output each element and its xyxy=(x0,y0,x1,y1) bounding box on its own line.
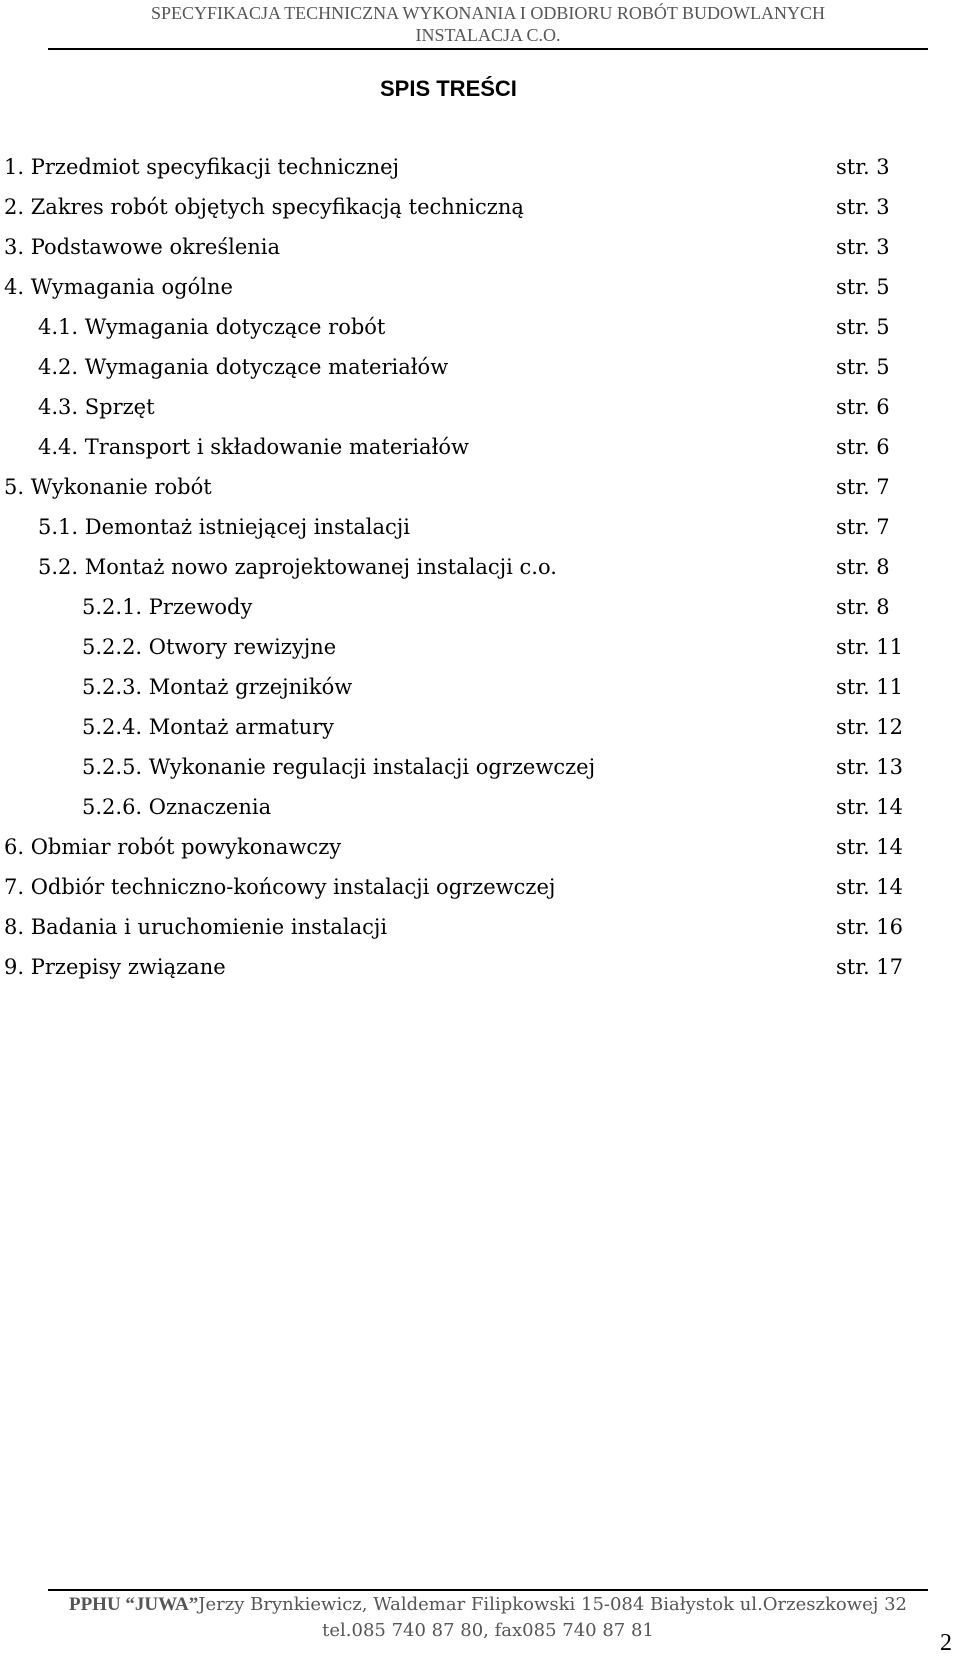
toc-entry-page: str. 5 xyxy=(836,355,890,379)
toc-entry-page: str. 6 xyxy=(836,435,890,459)
toc-entry-page: str. 12 xyxy=(836,715,904,739)
toc-entry xyxy=(0,747,960,787)
toc-entry-page: str. 8 xyxy=(836,555,890,579)
footer-contact: tel.085 740 87 80, fax085 740 87 81 xyxy=(322,1620,654,1641)
toc-entry-title: 4. Wymagania ogólne xyxy=(4,275,233,299)
header-divider xyxy=(48,48,928,50)
toc-entry xyxy=(0,387,960,427)
toc-entry-title: 5.1. Demontaż istniejącej instalacji xyxy=(38,515,411,539)
toc-entry-title: 3. Podstawowe określenia xyxy=(4,235,281,259)
footer-line-1 xyxy=(48,1592,928,1618)
toc-entry-page: str. 7 xyxy=(836,475,890,499)
toc-entry-title: 4.2. Wymagania dotyczące materiałów xyxy=(38,355,449,379)
footer-address: Jerzy Brynkiewicz, Waldemar Filipkowski 15-084 Białystok ul.Orzeszkowej 32 xyxy=(198,1594,908,1615)
toc-entry-title: 5.2. Montaż nowo zaprojektowanej instalacji c.o. xyxy=(38,555,557,579)
toc-entry-page: str. 14 xyxy=(836,835,904,859)
toc-entry-page: str. 11 xyxy=(836,675,904,699)
toc-entry xyxy=(0,147,960,187)
toc-entry xyxy=(0,667,960,707)
toc-entry-title: 5.2.4. Montaż armatury xyxy=(82,715,335,739)
toc-entry-title: 7. Odbiór techniczno-końcowy instalacji ogrzewczej xyxy=(4,875,556,899)
header-title: SPECYFIKACJA TECHNICZNA WYKONANIA I ODBIORU ROBÓT BUDOWLANYCH xyxy=(150,3,826,23)
toc-entry-title: 2. Zakres robót objętych specyfikacją techniczną xyxy=(4,195,524,219)
toc-entry-page: str. 14 xyxy=(836,875,904,899)
toc-entry-page: str. 5 xyxy=(836,315,890,339)
toc-entry-page: str. 8 xyxy=(836,595,890,619)
toc-entry-page: str. 3 xyxy=(836,155,890,179)
toc-entry-page: str. 13 xyxy=(836,755,904,779)
toc-entry-title: 1. Przedmiot specyfikacji technicznej xyxy=(4,155,400,179)
toc-entry-page: str. 5 xyxy=(836,275,890,299)
toc-entry-title: 5.2.3. Montaż grzejników xyxy=(82,675,353,699)
toc-entry-title: 9. Przepisy związane xyxy=(4,955,226,979)
toc-entry-page: str. 7 xyxy=(836,515,890,539)
toc-entry xyxy=(0,547,960,587)
toc-entry-title: 5.2.2. Otwory rewizyjne xyxy=(82,635,337,659)
toc-entry-title: 4.3. Sprzęt xyxy=(38,395,155,419)
toc-entry-title: 4.1. Wymagania dotyczące robót xyxy=(38,315,386,339)
toc-entry xyxy=(0,347,960,387)
toc-entry-title: 8. Badania i uruchomienie instalacji xyxy=(4,915,388,939)
toc-entry xyxy=(0,627,960,667)
footer-company: PPHU “JUWA” xyxy=(68,1594,199,1615)
page-footer xyxy=(48,1592,928,1644)
toc-entry-title: 5.2.6. Oznaczenia xyxy=(82,795,272,819)
page-number: 2 xyxy=(940,1630,952,1656)
toc-entry-title: 6. Obmiar robót powykonawczy xyxy=(4,835,342,859)
toc-entry-page: str. 17 xyxy=(836,955,904,979)
toc-entry xyxy=(0,307,960,347)
toc-entry xyxy=(0,507,960,547)
toc-entry xyxy=(0,587,960,627)
toc-entry xyxy=(0,187,960,227)
toc-entry xyxy=(0,707,960,747)
footer-divider xyxy=(48,1589,928,1591)
toc-entry-page: str. 6 xyxy=(836,395,890,419)
toc-entry xyxy=(0,227,960,267)
toc-title: SPIS TREŚCI xyxy=(380,76,517,101)
toc-entry xyxy=(0,427,960,467)
toc-entry-title: 4.4. Transport i składowanie materiałów xyxy=(38,435,470,459)
toc-entry-page: str. 16 xyxy=(836,915,904,939)
toc-entry-page: str. 11 xyxy=(836,635,904,659)
toc-entry-page: str. 14 xyxy=(836,795,904,819)
toc-entry-page: str. 3 xyxy=(836,195,890,219)
toc-entry xyxy=(0,827,960,867)
table-of-contents xyxy=(0,147,960,987)
header-subtitle: INSTALACJA C.O. xyxy=(415,25,561,45)
toc-entry xyxy=(0,467,960,507)
toc-entry xyxy=(0,907,960,947)
page-header xyxy=(48,2,928,46)
toc-entry xyxy=(0,947,960,987)
toc-entry-title: 5.2.5. Wykonanie regulacji instalacji ogrzewczej xyxy=(82,755,596,779)
toc-entry xyxy=(0,787,960,827)
toc-entry-page: str. 3 xyxy=(836,235,890,259)
toc-entry-title: 5.2.1. Przewody xyxy=(82,595,253,619)
toc-entry-title: 5. Wykonanie robót xyxy=(4,475,212,499)
toc-entry xyxy=(0,267,960,307)
toc-entry xyxy=(0,867,960,907)
